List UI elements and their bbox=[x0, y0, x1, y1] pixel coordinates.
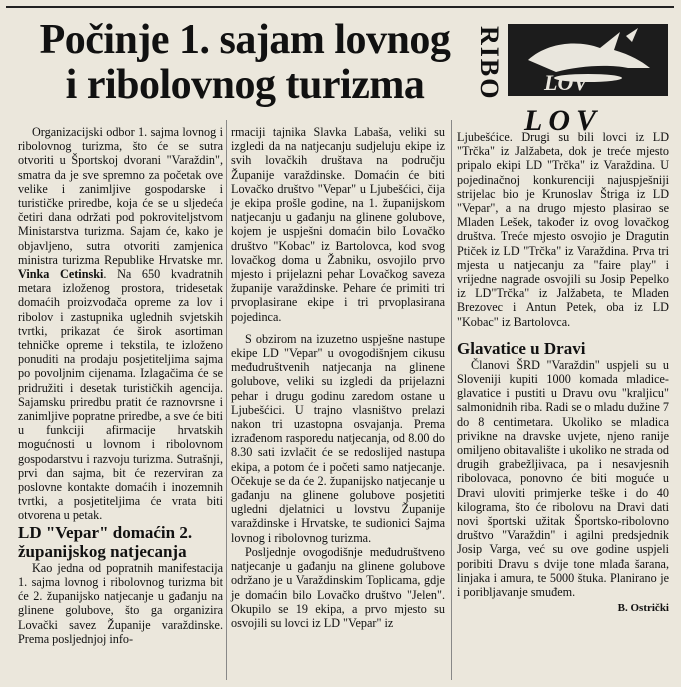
paragraph: Ljubešćice. Drugi su bili lovci iz LD "Trčka" iz Jalžabeta, dok je treće mjesto pripalo ekipi LD "Trčka" iz Varaždina. U pojedinačnoj konkurenciji najuspješniji strijelac bio je Krunoslav Štriga iz LD "Vepar", a na drugo mjesto plasirao se Mladen Lešek, također iz ovog lovačkog društva. Treće mjesto osvojio je Dragutin Ptiček iz LD "Trčka" iz Varaždina. Prva tri mjesta u natjecanju za "faire play" i vrijedne nagrade osvojili su Josip Pepelko iz LD"Trčka" iz Jalžabeta, te Mladen Brezovec i Antun Petek, oba iz LD "Kobac" iz Bartolovca. bbox=[457, 130, 669, 329]
author-signature: B. Ostrički bbox=[617, 602, 669, 615]
hare-icon bbox=[508, 24, 668, 96]
paragraph: S obzirom na izuzetno uspješne nastupe ekipe LD "Vepar" u ovogodišnjem cikusu međudruštvenih natjecanja na glinene golubove, veliki su izgledi da prijelazni pehar i drugu godinu zaredom ostane u Ljubešćici. U trajno vlasništvo prelazi nakon tri uzastopna osvajanja. Prema izrađenom rasporedu natjecanja, od 8.00 do 8.30 sati izvlačit će se redoslijed nastupa ekipa, a potom će i početi samo natjecanje. Očekuje se da će 2. županijsko natjecanje u gađanju na glinene golubove posjetiti ugledni djelatnici u lovstvu Županije varaždinske i Hrvatske, te sudionici Sajma lovnog i ribolovnog turizma. bbox=[231, 331, 445, 545]
paragraph: Članovi ŠRD "Varaždin" uspjeli su u Sloveniji kupiti 1000 komada mladice-glavatice i pustiti u Dravu ovu "kraljicu" salmonidnih riba. Radi se o mladu dužine 7 do 8 centimetara. Ukoliko se mladica privikne na dravske uvjete, njeno ranije omiljeno obitavalište i ukoliko ne strada od drugih grabežljivaca, pa i nesavjesnih ribolovaca, ponovno će biti moguće u Dravi uloviti primjerke teške i do 40 kilograma, što će ribolovu na Dravi dati novi športski užitak Športsko-ribolovno društvo "Varaždin" i agilni predsjednik Josip Varga, već su ove godine uspjeli poribiti Dravu s dvije tone mlađa šarana, linjaka i amura, te 5000 štuka. Planirano je i poribljavanje smuđem. bbox=[457, 357, 669, 600]
paragraph: Kao jedna od popratnih manifestacija 1. sajma lovnog i ribolovnog turizma bit će 2. županijsko natjecanje u gađanju na glinene golubove, što ga organizira Lovački savez Županije varaždinske. Prema posljednjoj info- bbox=[18, 560, 223, 646]
column-2 bbox=[231, 125, 445, 630]
column-divider bbox=[451, 120, 452, 680]
headline-line-2: i ribolovnog turizma bbox=[65, 62, 425, 108]
paragraph: Posljednje ovogodišnje međudruštveno natjecanje u gađanju na glinene golubove održano je u Varaždinskim Toplicama, gdje je domaćin bilo Lovačko društvo "Jelen". Okupilo se 19 ekipa, a prvo mjesto su osvojili su lovci iz LD "Vepar" iz bbox=[231, 544, 445, 630]
ribolov-logo bbox=[470, 20, 675, 137]
column-divider bbox=[226, 120, 227, 680]
top-rule bbox=[6, 6, 674, 8]
headline-line-1: Počinje 1. sajam lovnog bbox=[39, 17, 451, 63]
headline bbox=[20, 18, 470, 108]
logo-side-text: RIBO bbox=[475, 26, 504, 101]
subheading: Glavatice u Dravi bbox=[457, 338, 586, 358]
paragraph: rmaciji tajnika Slavka Labaša, veliki su izgledi da na natjecanju sudjeluju ekipe iz svih lovačkih društava na području Županije varaždinske. Domaćin će biti Lovačko društvo "Vepar" u Ljubešćici, čija je ekipa prošle godine, na 1. županijskom natjecanju u gađanju na glinene golubove, kojem je uspješni domaćin bilo Lovačko društvo "Kobac" iz Bartolovca, kod svog lovačkog doma u Žabniku, osvojilo prvo mjesto i prijelazni pehar Lovačkog saveza županije varaždinske. Pehare će primiti tri prvoplasirane ekipe i tri prvoplasirana pojedinca. bbox=[231, 125, 445, 324]
logo-hare-fish-image bbox=[508, 24, 668, 96]
column-3 bbox=[457, 130, 669, 616]
person-name: Vinka Cetinski bbox=[18, 267, 104, 282]
logo-bottom-text: LOV bbox=[524, 104, 602, 137]
column-1 bbox=[18, 125, 223, 646]
svg-text:LOV: LOV bbox=[544, 70, 588, 95]
paragraph: Organizacijski odbor 1. sajma lovnog i ribolovnog turizma, što će se sutra otvoriti u Športskoj dvorani "Varaždin", smatra da je sve spremno za početak ove velike i zanimljive gospodarske i turističke priredbe, koja će se u sljedeća četiri dana održati pod pokroviteljstvom Ministarstva turizma. Sajam će, kako je objavljeno, sutra otvoriti zamjenica ministra turizma Republike Hrvatske mr. Vinka Cetinski. Na 650 kvadratnih metara izloženog prostora, tridesetak domaćih proizvođača opreme za lov i ribolov i zastupnika uglednih svjetskih tvrtki, prikazat će širok asortiman tehničke opreme i tekstila, te izloženo ponuditi na prodaju posjetiteljima sajma po povoljnim cijenama. Izlagačima će se pridružiti i desetak turističkih agencija. Sajamsku priredbu pratit će raznovrsne i zanimljive popratne priredbe, a sve će biti u funkciji afirmacije hrvatskih mogućnosti u lovnom i ribolovnom gospodarstvu i razvoju turizma. Sutrašnji, prvi dan sajma, bit će rezerviran za poslovne kontakte domaćih i inozemnih tvrtki, a posjetiteljima će vrata biti otvorena u petak. bbox=[18, 125, 223, 523]
subheading: LD "Vepar" domaćin 2. županijskog natjecanja bbox=[18, 522, 193, 561]
